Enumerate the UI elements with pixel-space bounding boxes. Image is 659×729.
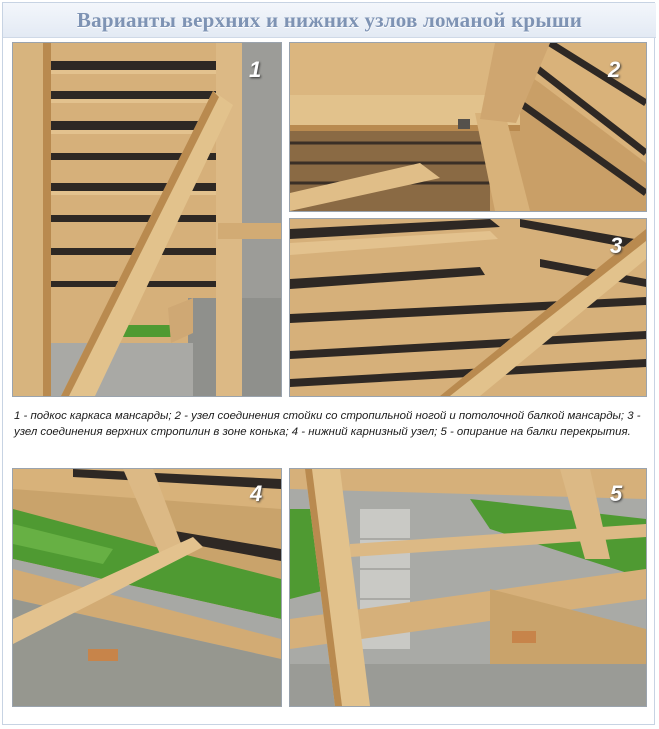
photo-4 xyxy=(12,468,282,707)
photo-4-number: 4 xyxy=(250,481,263,506)
photo-5-number: 5 xyxy=(610,481,623,506)
photo-2 xyxy=(289,42,647,212)
photo-1 xyxy=(12,42,282,397)
photo-3 xyxy=(289,218,647,397)
photo-4-image xyxy=(13,469,281,706)
photo-2-image xyxy=(290,43,646,211)
photo-2-number: 2 xyxy=(608,57,621,82)
caption: 1 - подкос каркаса мансарды; 2 - узел соединения стойки со стропильной ногой и потолочной балкой мансарды; 3 - узел соединения верхних стропилин в зоне конька; 4 - нижний карнизный узел; 5 - опирание на балки перекрытия. xyxy=(14,410,641,438)
photo-5 xyxy=(289,468,647,707)
page-title: Варианты верхних и нижних узлов ломаной крыши xyxy=(76,7,583,32)
photo-3-image xyxy=(290,219,646,396)
photo-1-image xyxy=(13,43,281,396)
photo-3-number: 3 xyxy=(610,233,623,258)
title-bar xyxy=(3,3,656,38)
photo-1-number: 1 xyxy=(249,57,262,82)
photo-5-image xyxy=(290,469,646,706)
